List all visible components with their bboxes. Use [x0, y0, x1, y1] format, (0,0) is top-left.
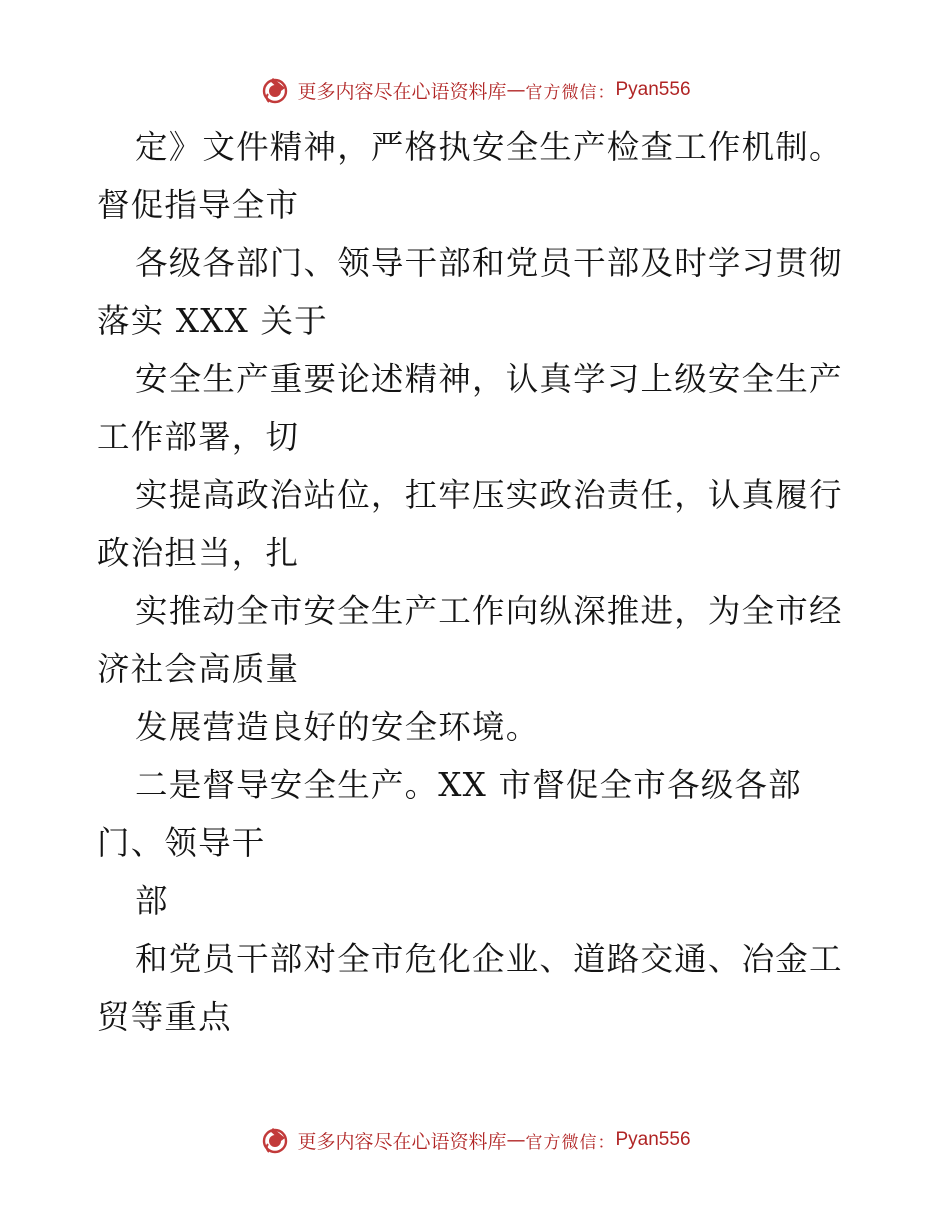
paragraph-line: 贸等重点: [97, 998, 232, 1036]
header-watermark: [0, 70, 950, 110]
paragraph-line: 实提高政治站位，扛牢压实政治责任，认真履行: [135, 476, 843, 514]
paragraph-line: 门、领导干: [97, 824, 266, 862]
watermark-brand-text: 更多内容尽在心语资料库: [297, 80, 507, 103]
watermark-dash: —: [506, 79, 526, 101]
paragraph-line: 济社会高质量: [97, 650, 300, 688]
pen-logo-icon: [259, 74, 291, 106]
watermark-dash: —: [506, 1129, 526, 1151]
paragraph-line: 部: [135, 882, 169, 920]
paragraph-line: 发展营造良好的安全环境。: [135, 708, 540, 746]
watermark-wechat-id: Pyan556: [615, 1129, 691, 1150]
paragraph-line: 定》文件精神，严格执安全生产检查工作机制。: [135, 128, 843, 166]
paragraph-line: 实推动全市安全生产工作向纵深推进，为全市经: [135, 592, 843, 630]
footer-watermark: [0, 1120, 950, 1160]
paragraph-line: 各级各部门、领导干部和党员干部及时学习贯彻: [135, 244, 843, 282]
paragraph-line: 和党员干部对全市危化企业、道路交通、冶金工: [135, 940, 843, 978]
watermark-wechat-id: Pyan556: [615, 79, 691, 100]
watermark-wechat-label: 官方微信：: [525, 82, 616, 103]
paragraph-line: 落实 XXX 关于: [97, 302, 328, 340]
watermark-wechat-label: 官方微信：: [525, 1132, 616, 1153]
paragraph-line: 工作部署，切: [97, 418, 300, 456]
pen-logo-icon: [259, 1124, 291, 1156]
watermark-brand-text: 更多内容尽在心语资料库: [297, 1130, 507, 1153]
paragraph-line: 安全生产重要论述精神，认真学习上级安全生产: [135, 360, 843, 398]
paragraph-line: 政治担当，扎: [97, 534, 300, 572]
paragraph-line: 二是督导安全生产。XX 市督促全市各级各部: [135, 766, 802, 804]
paragraph-line: 督促指导全市: [97, 186, 300, 224]
